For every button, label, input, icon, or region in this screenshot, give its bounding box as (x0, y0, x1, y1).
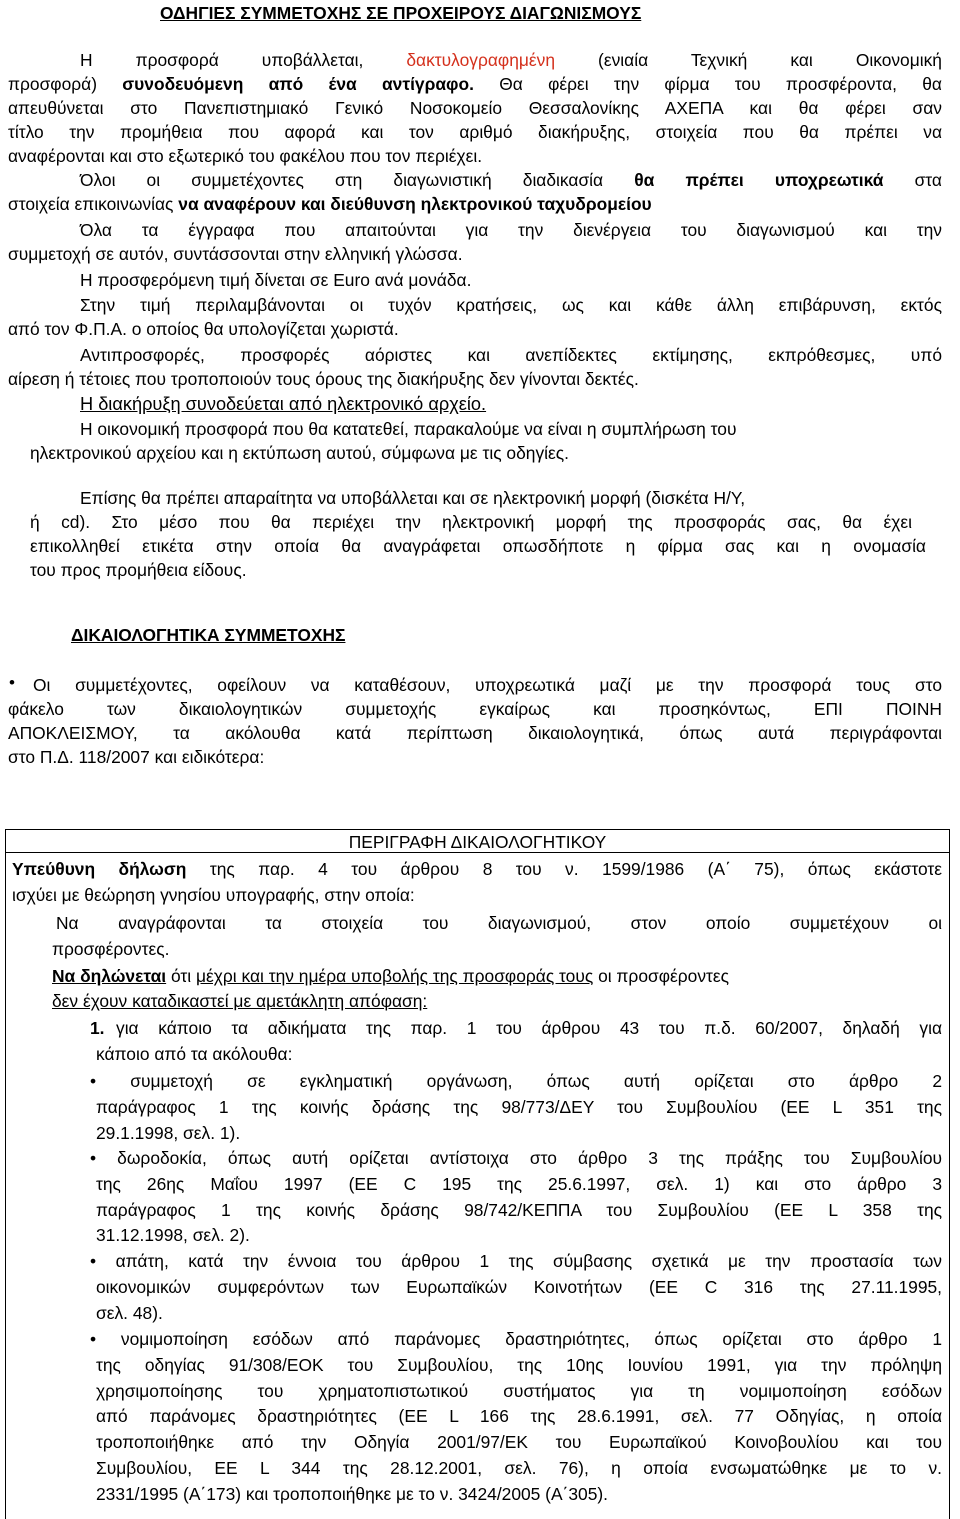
text-segment: της παρ. 4 του άρθρου 8 του ν. 1599/1986 (Α΄ 75), όπως εκάστοτε (209, 859, 942, 879)
declaration-statement-line2: δεν έχουν καταδικαστεί με αμετάκλητη απόφαση: (52, 991, 428, 1011)
sub-item-4-line2: της οδηγίας 91/308/ΕΟΚ του Συμβουλίου, της 10ης Ιουνίου 1991, για την πρόληψη (96, 1355, 942, 1375)
sub-item-3-line1: • απάτη, κατά την έννοια του άρθρου 1 της σύμβασης σχετικά με την προστασία των (90, 1251, 942, 1271)
instructions-p3-line2: συμμετοχή σε αυτόν, συντάσσονται στην ελληνική γλώσσα. (8, 244, 463, 264)
section-bullet-line4: στο Π.Δ. 118/2007 και ειδικότερα: (8, 747, 265, 767)
declaration-item-line2: προσφέροντες. (52, 939, 170, 959)
text-segment: στα (914, 170, 942, 190)
instructions-p6-line1: Αντιπροσφορές, προσφορές αόριστες και ανεπίδεκτες εκτίμησης, εκπρόθεσμες, υπό (80, 345, 942, 365)
instructions-p4: Η προσφερόμενη τιμή δίνεται σε Euro ανά μονάδα. (80, 270, 472, 290)
instructions-p1-line3: απευθύνεται στο Πανεπιστημιακό Γενικό Νοσοκομείο Θεσσαλονίκης ΑΧΕΠΑ και θα φέρει σαν (8, 98, 942, 118)
section-bullet-line1: Οι συμμετέχοντες, οφείλουν να καταθέσουν, υποχρεωτικά μαζί με την προσφορά τους στο (33, 675, 942, 695)
sub-item-2-line4: 31.12.1998, σελ. 2). (96, 1225, 250, 1245)
instructions-p1-line5: αναφέρονται και στο εξωτερικό του φακέλου που τον περιέχει. (8, 146, 483, 166)
instructions-p5-line1: Στην τιμή περιλαμβάνονται οι τυχόν κρατήσεις, ως και κάθε άλλη επιβάρυνση, εκτός (80, 295, 942, 315)
bold-segment: Υπεύθυνη δήλωση (12, 859, 187, 879)
instructions-p8-line2: ηλεκτρονικού αρχείου και η εκτύπωση αυτού, σύμφωνα με τις οδηγίες. (30, 443, 569, 463)
sub-item-2-line3: παράγραφος 1 της κοινής δράσης 98/742/ΚΕΠΠΑ του Συμβουλίου (ΕΕ L 358 της (96, 1200, 942, 1220)
text-segment: οι προσφέροντες (598, 966, 730, 986)
sub-item-4-line5: τροποποιήθηκε από την Οδηγία 2001/97/ΕΚ του Ευρωπαϊκού Κοινοβουλίου και του (96, 1432, 942, 1452)
instructions-p3-line1: Όλα τα έγγραφα που απαιτούνται για την διενέργεια του διαγωνισμού και την (80, 220, 942, 240)
sub-item-1-line1: • συμμετοχή σε εγκληματική οργάνωση, όπως αυτή ορίζεται στο άρθρο 2 (90, 1071, 942, 1091)
declaration-statement-line1 (52, 964, 729, 988)
documents-table-header: ΠΕΡΙΓΡΑΦΗ ΔΙΚΑΙΟΛΟΓΗΤΙΚΟΥ (5, 829, 950, 853)
text-segment: ότι (170, 966, 192, 986)
declaration-item-line1: Να αναγράφονται τα στοιχεία του διαγωνισμού, στον οποίο συμμετέχουν οι (56, 913, 942, 933)
solemn-declaration-line1 (12, 857, 942, 881)
electronic-file-note: Η διακήρυξη συνοδεύεται από ηλεκτρονικό αρχείο. (80, 394, 487, 414)
text-segment: προσφορά) (8, 74, 97, 94)
instructions-p1-line1 (80, 48, 942, 72)
sub-item-4-line1: • νομιμοποίηση εσόδων από παράνομες δραστηριότητες, όπως ορίζεται στο άρθρο 1 (90, 1329, 942, 1349)
text-segment: Η προσφορά υποβάλλεται, (80, 50, 364, 70)
sub-item-4-line3: χρησιμοποίησης του χρηματοπιστωτικού συστήματος για τη νομιμοποίηση εσόδων (96, 1381, 942, 1401)
bold-underlined-segment: Να δηλώνεται (52, 966, 167, 986)
instructions-p2-line1 (80, 168, 942, 192)
document-title: ΟΔΗΓΙΕΣ ΣΥΜΜΕΤΟΧΗΣ ΣΕ ΠΡΟΧΕΙΡΟΥΣ ΔΙΑΓΩΝΙΣΜΟΥΣ (160, 3, 642, 23)
instructions-p9-line2: ή cd). Στο μέσο που θα περιέχει την ηλεκτρονική μορφή της προσφοράς σας, θα έχει (30, 512, 912, 532)
solemn-declaration-line2: ισχύει με θεώρηση γνησίου υπογραφής, στην οποία: (12, 885, 415, 905)
instructions-p8-line1: Η οικονομική προσφορά που θα κατατεθεί, παρακαλούμε να είναι η συμπλήρωση του (80, 419, 737, 439)
sub-item-1-line3: 29.1.1998, σελ. 1). (96, 1123, 241, 1143)
instructions-p1-line2 (8, 72, 942, 96)
sub-item-3-line2: οικονομικών συμφερόντων των Ευρωπαϊκών Κοινοτήτων (ΕΕ C 316 της 27.11.1995, (96, 1277, 942, 1297)
section-heading: ΔΙΚΑΙΟΛΟΓΗΤΙΚΑ ΣΥΜΜΕΤΟΧΗΣ (71, 625, 346, 645)
sub-item-2-line1: • δωροδοκία, όπως αυτή ορίζεται αντίστοιχα στο άρθρο 3 της πράξης του Συμβουλίου (90, 1148, 942, 1168)
instructions-p9-line3: επικολληθεί ετικέτα στην οποία θα αναγράφεται οπωσδήποτε η φίρμα σας και η ονομασία (30, 536, 926, 556)
text-segment: Όλοι οι συμμετέχοντες στη διαγωνιστική διαδικασία (80, 170, 604, 190)
sub-item-4-line7: 2331/1995 (Α΄173) και τροποποιήθηκε με το ν. 3424/2005 (Α΄305). (96, 1484, 608, 1504)
sub-item-3-line3: σελ. 48). (96, 1303, 163, 1323)
sub-item-1-line2: παράγραφος 1 της κοινής δράσης της 98/773/ΔΕΥ του Συμβουλίου (ΕΕ L 351 της (96, 1097, 942, 1117)
underlined-segment: μέχρι και την ημέρα υποβολής της προσφοράς τους (196, 966, 594, 986)
instructions-p6-line2: αίρεση ή τέτοιες που τροποποιούν τους όρους της διακήρυξης δεν γίνονται δεκτές. (8, 369, 639, 389)
bold-segment: να αναφέρουν και διεύθυνση ηλεκτρονικού ταχυδρομείου (178, 194, 652, 214)
item-1-line2: κάποιο από τα ακόλουθα: (96, 1044, 293, 1064)
instructions-p1-line4: τίτλο την προμήθεια που αφορά και τον αριθμό διακήρυξης, στοιχεία που θα πρέπει να (8, 122, 942, 142)
bold-segment: συνοδευόμενη από ένα αντίγραφο. (122, 74, 474, 94)
instructions-p9-line1: Επίσης θα πρέπει απαραίτητα να υποβάλλεται και σε ηλεκτρονική μορφή (δισκέτα Η/Υ, (80, 488, 746, 508)
instructions-p5-line2: από τον Φ.Π.Α. ο οποίος θα υπολογίζεται χωριστά. (8, 319, 399, 339)
item-1-line1: για κάποιο τα αδικήματα της παρ. 1 του άρθρου 43 του π.δ. 60/2007, δηλαδή για (116, 1018, 942, 1038)
section-bullet-line3: ΑΠΟΚΛΕΙΣΜΟΥ, τα ακόλουθα κατά περίπτωση δικαιολογητικά, όπως αυτά περιγράφονται (8, 723, 942, 743)
bullet-marker: • (9, 673, 15, 692)
sub-item-4-line4: από παράνομες δραστηριότητες (ΕΕ L 166 της 28.6.1991, σελ. 77 Οδηγίας, η οποία (96, 1406, 942, 1426)
bold-segment: θα πρέπει υποχρεωτικά (634, 170, 884, 190)
section-bullet-line2: φάκελο των δικαιολογητικών συμμετοχής εγκαίρως και προσηκόντως, ΕΠΙ ΠΟΙΝΗ (8, 699, 942, 719)
sub-item-2-line2: της 26ης Μαΐου 1997 (ΕΕ C 195 της 25.6.1997, σελ. 1) και στο άρθρο 3 (96, 1174, 942, 1194)
text-segment: (ενιαία Τεχνική και Οικονομική (598, 50, 942, 70)
instructions-p2-line2 (8, 192, 652, 216)
text-segment: στοιχεία επικοινωνίας (8, 194, 174, 214)
instructions-p9-line4: του προς προμήθεια είδους. (30, 560, 247, 580)
item-number-1: 1. (90, 1018, 105, 1038)
sub-item-4-line6: Συμβουλίου, ΕΕ L 344 της 28.12.2001, σελ. 76), η οποία ενσωματώθηκε με το ν. (96, 1458, 942, 1478)
text-segment: Θα φέρει την φίρμα του προσφέροντα, θα (499, 74, 942, 94)
typed-emphasis: δακτυλογραφημένη (406, 50, 556, 70)
